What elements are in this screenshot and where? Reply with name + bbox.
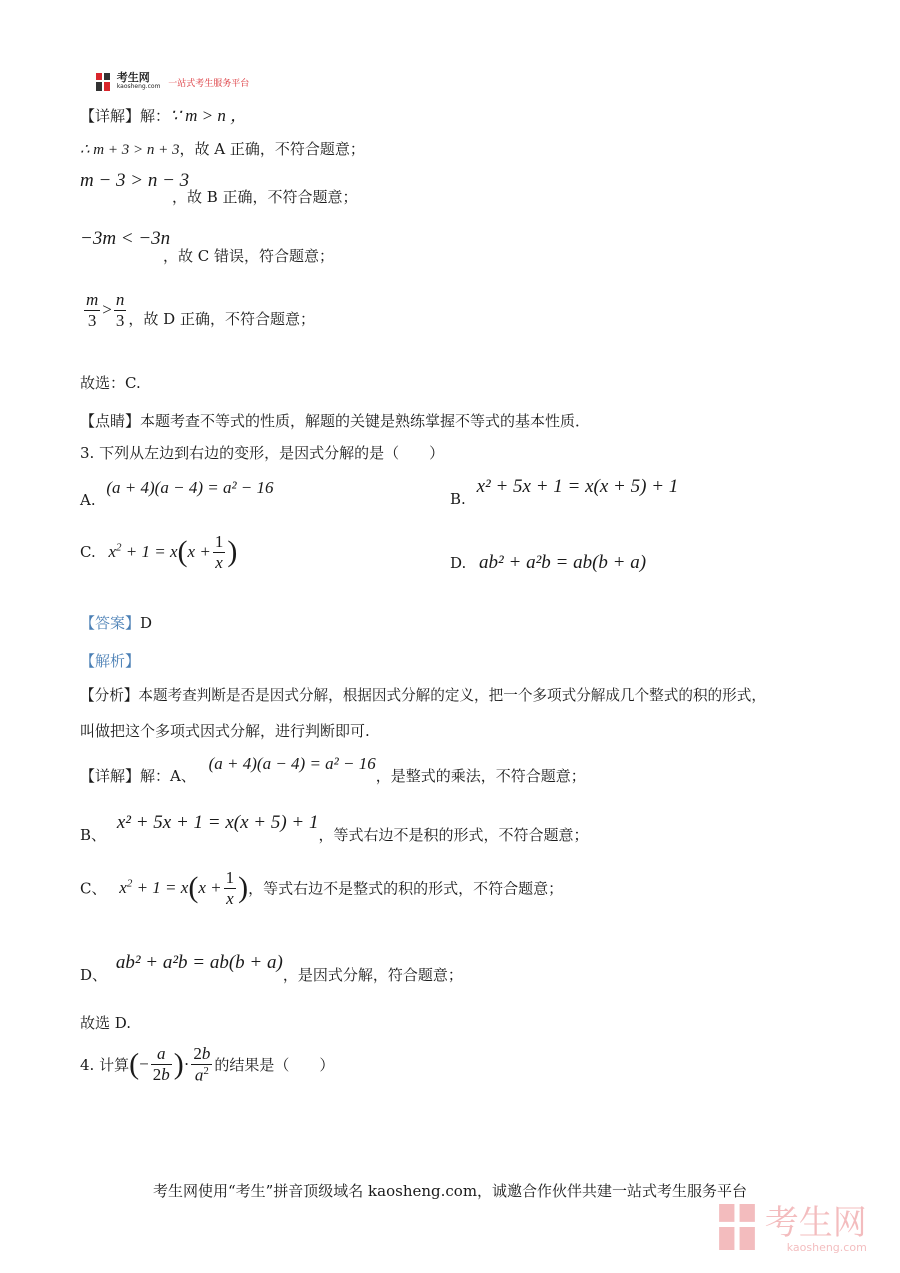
option-d-expr: ab² + a²b = ab(b + a)	[479, 552, 647, 573]
a-text: ，故 A 正确，不符合题意；	[179, 140, 365, 158]
q4-prefix: 4. 计算	[80, 1055, 130, 1074]
detail-d-text: ，是因式分解，符合题意；	[282, 966, 463, 984]
q3-detail-b	[80, 812, 589, 845]
d-text: ，故 D 正确，不符合题意；	[128, 310, 315, 329]
logo-icon	[96, 73, 110, 91]
detail-d-expr: ab² + a²b = ab(b + a)	[115, 952, 283, 973]
q3-detail-d	[80, 952, 463, 985]
q2-option-c	[80, 228, 170, 250]
option-c-label: C.	[80, 543, 96, 562]
header-logo	[96, 72, 249, 94]
q2-option-a	[80, 138, 365, 159]
one-over-x: $\frac{1}{x}$	[214, 532, 224, 572]
option-d-label: D.	[450, 554, 467, 572]
detail-b-text: ，等式右边不是积的形式，不符合题意；	[318, 826, 589, 844]
q2-option-b-text	[172, 186, 358, 207]
q2-choose: 故选：C.	[80, 374, 141, 392]
a-expr: ∴ m + 3 > n + 3	[80, 142, 180, 158]
q3-detail-a	[80, 754, 586, 786]
2b-over-a2: $\frac{2b}{a^2}$	[193, 1044, 211, 1085]
m-over-3: $\frac{m}{3}$	[86, 290, 99, 330]
option-b-expr: x² + 5x + 1 = x(x + 5) + 1	[476, 476, 679, 497]
option-b-label: B.	[450, 490, 466, 508]
q2-option-c-text	[163, 245, 334, 266]
option-a-label: A.	[80, 491, 96, 509]
q3-detail-c: C、 $x^2 + 1 = x(x$ + $\frac{1}{x}$ )，等式右边不是整式的积的形式，不符合题意；	[80, 868, 564, 908]
b-expr: m − 3 > n − 3	[80, 170, 190, 191]
detail-a-prefix: 【详解】解：A、	[80, 767, 196, 785]
q3-analysis-line1: 【分析】本题考查判断是否是因式分解，根据因式分解的定义，把一个多项式分解成几个整式的积的形式，	[80, 687, 766, 704]
detail-c-text: ，等式右边不是整式的积的形式，不符合题意；	[248, 879, 564, 898]
detail-c-prefix: C、	[80, 879, 107, 898]
b-text: ，故 B 正确，不符合题意；	[172, 188, 358, 206]
detail-label: 【详解】解：	[80, 107, 171, 125]
c-text: ，故 C 错误，符合题意；	[163, 247, 335, 265]
q2-comment: 【点睛】本题考查不等式的性质，解题的关键是熟练掌握不等式的基本性质．	[80, 412, 591, 430]
q3-answer	[80, 612, 152, 633]
q3-option-a	[80, 478, 274, 509]
logo-slogan: 一站式考生服务平台	[168, 78, 250, 89]
footer-watermark	[718, 1204, 867, 1254]
option-a-expr: (a + 4)(a − 4) = a² − 16	[106, 478, 274, 497]
watermark-name: 考生网	[764, 1202, 867, 1243]
detail-b-expr: x² + 5x + 1 = x(x + 5) + 1	[116, 812, 319, 833]
detail-b-prefix: B、	[80, 826, 107, 844]
given-expr: ∵ m > n ，	[170, 106, 248, 125]
a-over-2b: $\frac{a}{2b}$	[152, 1044, 170, 1084]
q2-detail-line	[80, 101, 247, 126]
answer-label: 【答案】	[80, 614, 141, 632]
n-over-3: $\frac{n}{3}$	[115, 290, 125, 330]
q3-analysis-line2: 叫做把这个多项式因式分解，进行判断即可.	[80, 722, 370, 740]
detail-a-text: ，是整式的乘法，不符合题意；	[375, 767, 586, 785]
logo-name: 考生网	[116, 71, 150, 84]
q4-stem: 4. 计算(− $\frac{a}{2b}$ )· $\frac{2b}{a^2}$ 的结果是（ ）	[80, 1044, 335, 1085]
q3-option-c: C. $x^2 + 1 = x(x$ + $\frac{1}{x}$ )	[80, 532, 238, 572]
one-over-x: $\frac{1}{x}$	[225, 868, 235, 908]
q3-choose: 故选 D.	[80, 1014, 132, 1032]
q3-stem: 3. 下列从左边到右边的变形，是因式分解的是（ ）	[80, 444, 445, 462]
q4-suffix: 的结果是（ ）	[214, 1055, 335, 1074]
q3-option-d	[450, 552, 646, 574]
answer-value: D	[140, 614, 153, 632]
q3-analysis-label: 【解析】	[80, 652, 141, 670]
q2-option-d: $\frac{m}{3}$ > $\frac{n}{3}$ ，故 D 正确，不符合题意；	[86, 290, 315, 330]
watermark-domain: kaosheng.com	[786, 1240, 867, 1254]
footer-text: 考生网使用“考生”拼音顶级域名 kaosheng.com，诚邀合作伙伴共建一站式考生服务平台	[152, 1182, 748, 1200]
detail-d-prefix: D、	[80, 966, 108, 984]
watermark-logo-icon	[718, 1204, 756, 1254]
detail-a-expr: (a + 4)(a − 4) = a² − 16	[208, 754, 376, 773]
q3-option-b	[450, 476, 678, 508]
c-expr: −3m < −3n	[80, 228, 171, 249]
logo-domain: kaosheng.com	[116, 83, 161, 90]
